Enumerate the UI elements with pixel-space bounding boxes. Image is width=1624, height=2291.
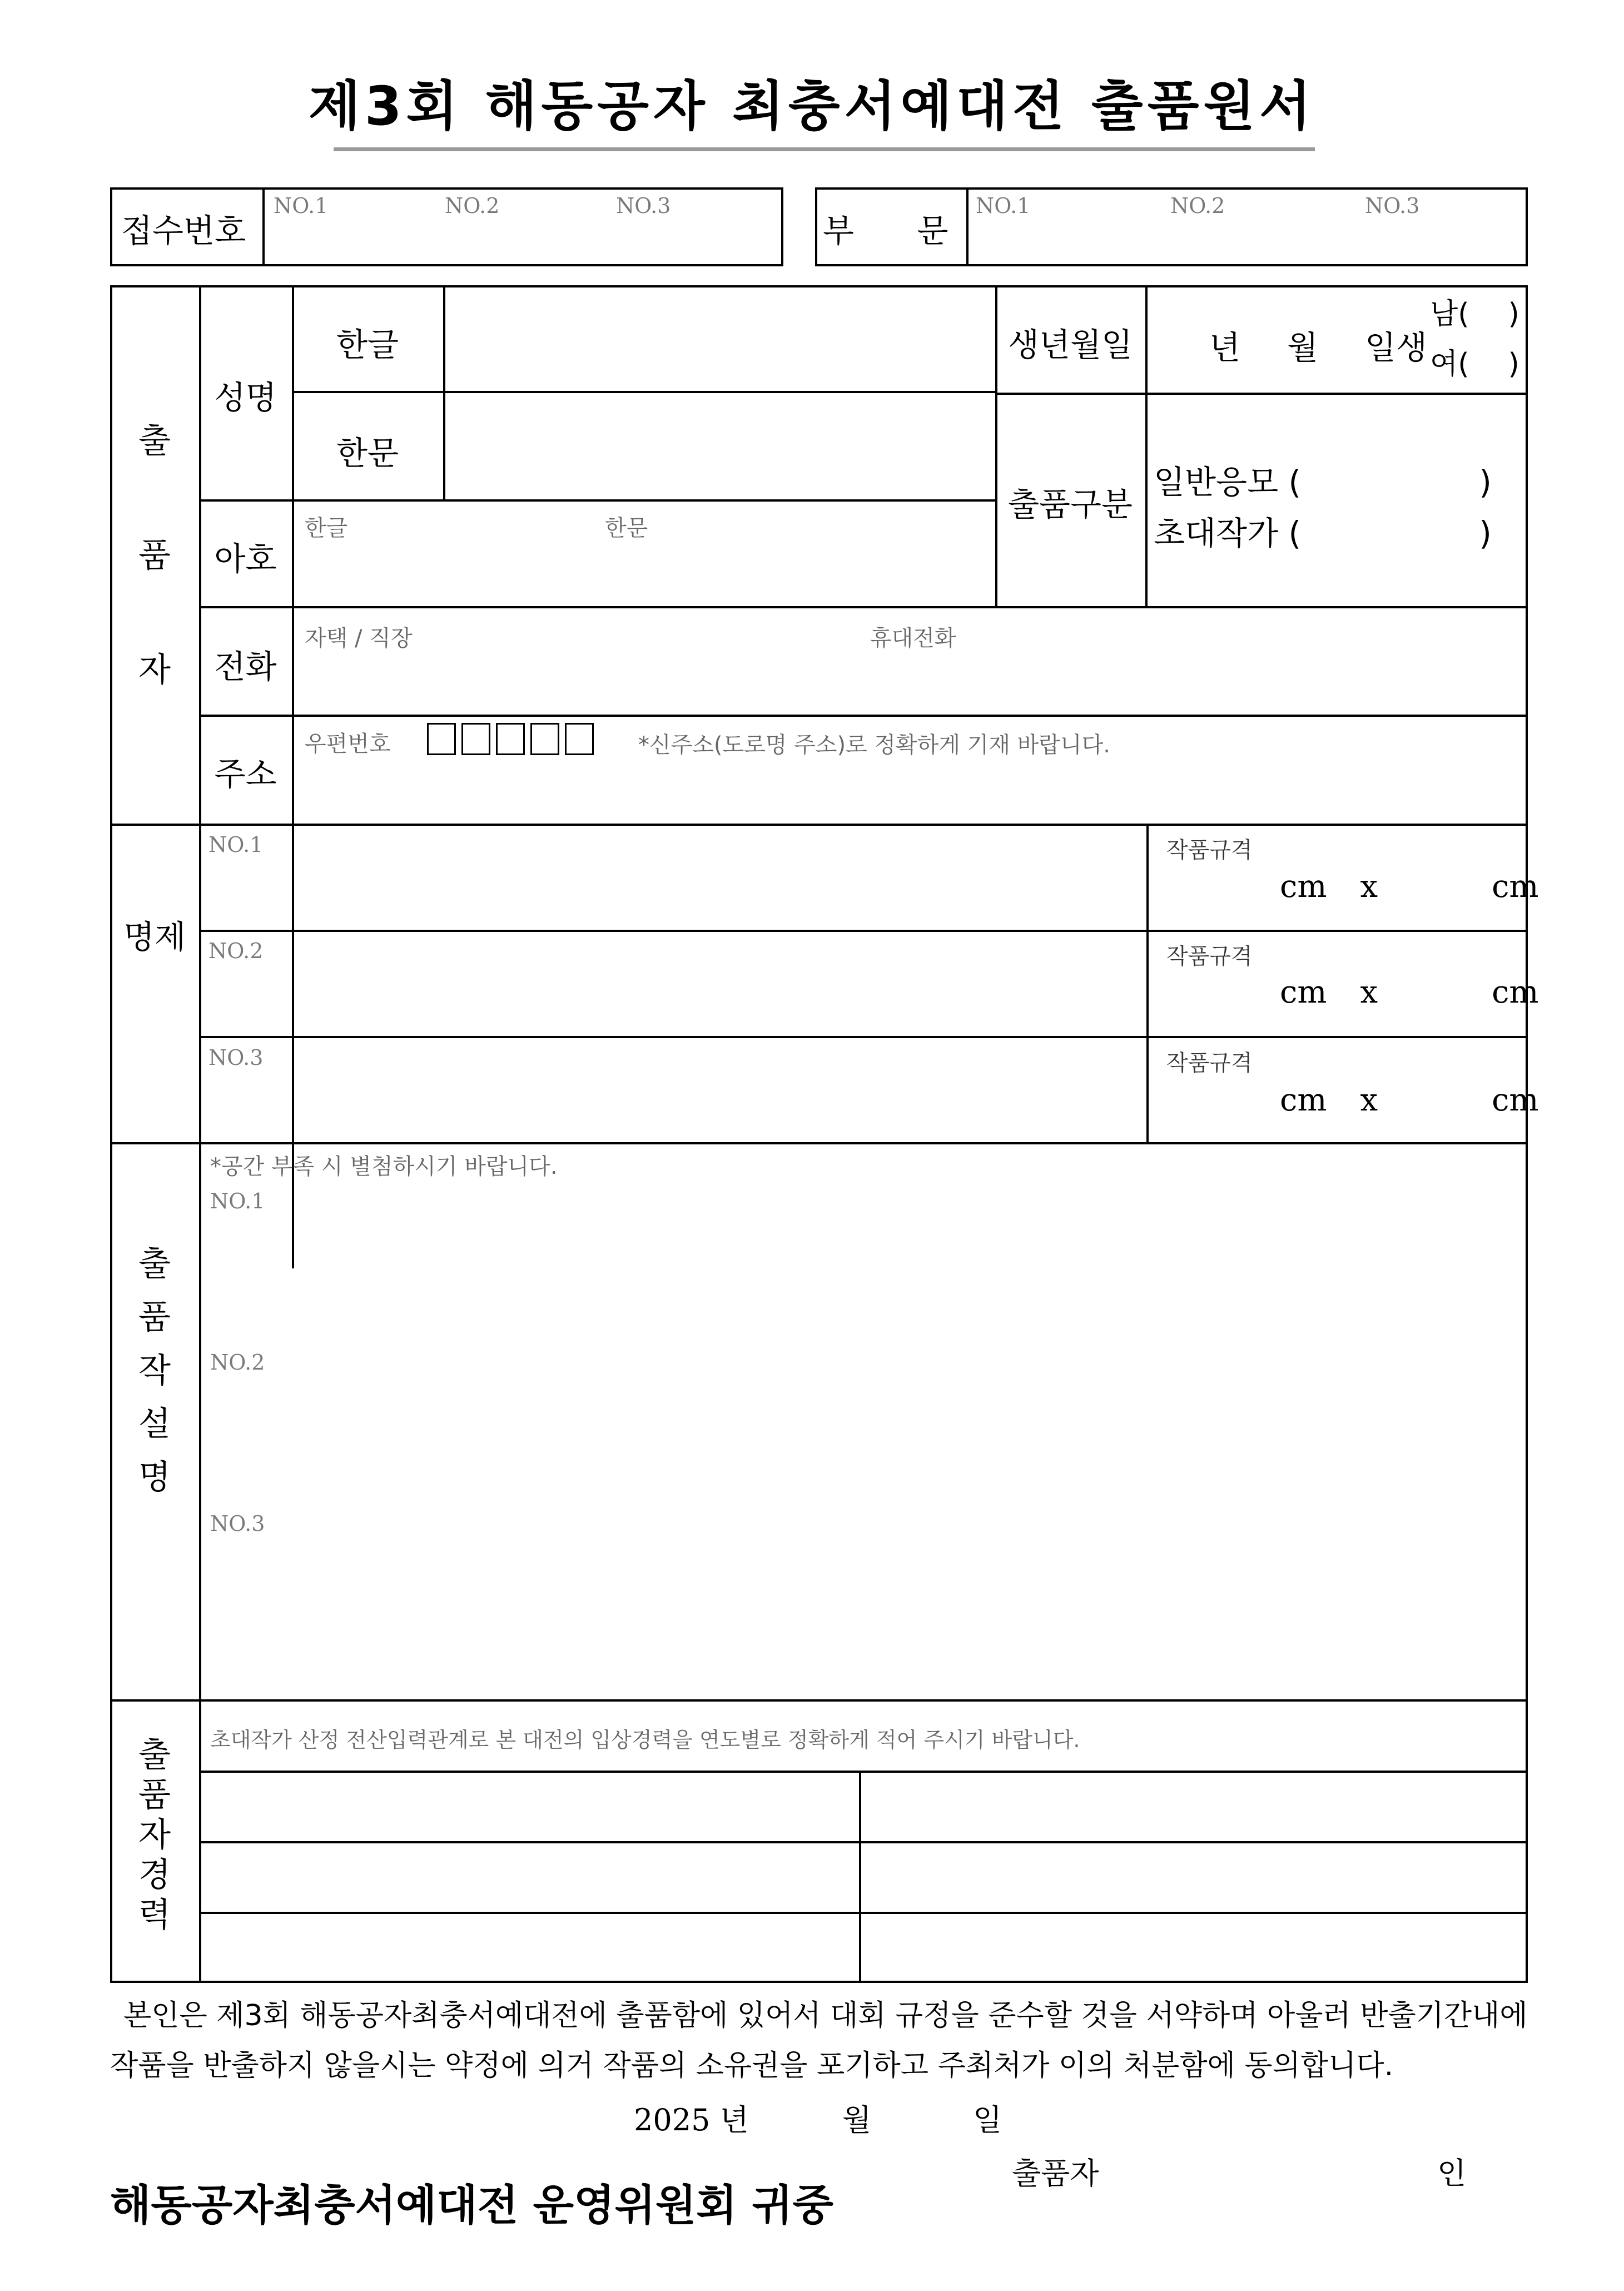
spacer [110, 468, 199, 529]
paren: ) [1508, 348, 1519, 381]
female-option[interactable] [1430, 339, 1519, 389]
description-note: *공간 부족 시 별첨하시기 바랍니다. [210, 1154, 558, 1179]
work-no-2: NO.2 [208, 939, 264, 963]
times: x [1360, 974, 1378, 1010]
career-entry-field[interactable] [201, 1773, 857, 1839]
phone-field[interactable] [294, 608, 1526, 712]
label-char: 출 [138, 421, 171, 460]
divider [110, 1699, 1528, 1702]
birth-date-label: 생년월일 [1007, 326, 1133, 364]
career-section-label [110, 1735, 199, 1935]
date-day: 일 [973, 2102, 1002, 2138]
category-general-label: 일반응모 ( [1154, 463, 1302, 501]
phone-label: 전화 [214, 648, 277, 686]
description-field[interactable] [201, 1179, 1526, 1696]
applicant-section-label [110, 414, 199, 697]
postal-code-boxes[interactable] [427, 723, 599, 756]
division-no-1: NO.1 [976, 194, 1031, 218]
divider [199, 715, 1528, 717]
work-title-field-3[interactable] [201, 1038, 1144, 1140]
divider [1146, 824, 1149, 1142]
postal-digit-box[interactable] [461, 723, 490, 755]
label-char: 명 [138, 1458, 171, 1497]
unit: cm [1280, 869, 1327, 905]
work-spec-label-1: 작품규격 [1166, 837, 1253, 863]
unit: cm [1280, 1082, 1327, 1118]
description-no-2: NO.2 [210, 1350, 265, 1375]
addressee: 해동공자최충서예대전 운영위원회 귀중 [110, 2180, 833, 2230]
work-title-field-2[interactable] [201, 932, 1144, 1034]
birth-month: 월 [1287, 329, 1319, 366]
career-entry-field[interactable] [861, 1914, 1526, 1981]
name-hanja-field[interactable] [445, 393, 993, 497]
unit: cm [1492, 974, 1539, 1010]
work-size-2 [1280, 974, 1539, 1010]
career-entry-field[interactable] [201, 1914, 857, 1981]
unit: cm [1492, 1082, 1539, 1118]
work-no-1: NO.1 [208, 832, 264, 857]
career-entry-field[interactable] [861, 1773, 1526, 1839]
career-entry-field[interactable] [861, 1843, 1526, 1910]
category-invited-label: 초대작가 ( [1154, 514, 1302, 552]
work-no-3: NO.3 [208, 1045, 264, 1070]
postal-digit-box[interactable] [565, 723, 594, 755]
receipt-no-3: NO.3 [616, 194, 671, 218]
divider [995, 393, 1528, 395]
male-option[interactable] [1430, 289, 1519, 339]
label-char: 출 [138, 1735, 171, 1774]
divider [262, 187, 265, 266]
receipt-no-2: NO.2 [445, 194, 500, 218]
name-hangul-field[interactable] [445, 287, 993, 389]
description-no-3: NO.3 [210, 1511, 265, 1536]
phone-mobile-hint: 휴대전화 [870, 626, 956, 651]
male-label: 남( [1430, 297, 1469, 331]
spacer [110, 582, 199, 643]
pledge-line-1: 본인은 제3회 해동공자최충서예대전에 출품함에 있어서 대회 규정을 준수할 것을 서약하며 아울러 반출기간내에 [123, 1999, 1528, 2032]
label-char: 자 [138, 1816, 171, 1854]
divider [1145, 285, 1148, 606]
works-section-label: 명제 [123, 918, 186, 956]
work-size-3 [1280, 1082, 1539, 1118]
paren: ) [1479, 514, 1492, 552]
address-note: *신주소(도로명 주소)로 정확하게 기재 바랍니다. [638, 732, 1110, 758]
hangul-label: 한글 [336, 326, 399, 364]
category-invited[interactable] [1154, 507, 1492, 554]
label-char: 자 [138, 651, 171, 690]
description-section-label [110, 1237, 199, 1504]
paren: ) [1508, 297, 1519, 331]
page-title: 제3회 해동공자 최충서예대전 출품원서 [309, 75, 1315, 137]
times: x [1360, 869, 1378, 905]
receipt-number-label: 접수번호 [121, 212, 246, 250]
work-size-1 [1280, 869, 1539, 905]
pen-name-label: 아호 [214, 540, 277, 578]
work-spec-label-3: 작품규격 [1166, 1050, 1253, 1076]
career-entry-field[interactable] [201, 1843, 857, 1910]
work-title-field-1[interactable] [201, 826, 1144, 928]
phone-home-hint: 자택 / 직장 [305, 626, 413, 651]
signer-label: 출품자 [1012, 2156, 1099, 2191]
female-label: 여( [1430, 348, 1469, 381]
category-label: 출품구분 [1007, 485, 1133, 523]
postal-digit-box[interactable] [427, 723, 456, 755]
divider [966, 187, 969, 266]
address-field[interactable] [294, 762, 1526, 821]
birth-day: 일생 [1365, 329, 1428, 366]
gender-options [1430, 289, 1519, 389]
category-general[interactable] [1154, 456, 1492, 503]
postal-digit-box[interactable] [530, 723, 559, 755]
divider [110, 1142, 1528, 1144]
paren: ) [1479, 463, 1492, 501]
postal-code-hint: 우편번호 [305, 731, 391, 757]
work-spec-label-2: 작품규격 [1166, 944, 1253, 969]
label-char: 설 [138, 1405, 171, 1444]
title-underline [334, 147, 1315, 151]
label-char: 품 [138, 1298, 171, 1337]
label-char: 력 [138, 1896, 171, 1935]
unit: cm [1280, 974, 1327, 1010]
label-char: 출 [138, 1244, 171, 1283]
career-note: 초대작가 산정 전산입력관계로 본 대전의 입상경력을 연도별로 정확하게 적어 주시기 바랍니다. [210, 1728, 1080, 1752]
label-char: 경 [138, 1856, 171, 1895]
seal-label: 인 [1437, 2156, 1467, 2191]
description-no-1: NO.1 [210, 1189, 265, 1213]
birth-year: 년 [1209, 329, 1241, 366]
date-year: 2025 년 [634, 2102, 749, 2138]
division-no-3: NO.3 [1365, 194, 1420, 218]
division-no-2: NO.2 [1170, 194, 1225, 218]
label-char: 품 [138, 536, 171, 575]
label-char: 품 [138, 1776, 171, 1814]
unit: cm [1492, 869, 1539, 905]
address-label: 주소 [214, 755, 277, 793]
receipt-no-1: NO.1 [274, 194, 329, 218]
postal-digit-box[interactable] [496, 723, 525, 755]
pen-hangul-hint: 한글 [305, 515, 348, 541]
label-char: 작 [138, 1351, 171, 1390]
pen-hanja-hint: 한문 [605, 515, 648, 541]
signer-name-field[interactable] [1118, 2146, 1429, 2191]
division-label: 부 문 [823, 212, 948, 250]
pen-name-field[interactable] [294, 502, 993, 604]
pledge-line-2: 작품을 반출하지 않을시는 약정에 의거 작품의 소유권을 포기하고 주최처가 이의 처분함에 동의합니다. [110, 2049, 1394, 2082]
times: x [1360, 1082, 1378, 1118]
name-label: 성명 [214, 379, 277, 416]
date-month: 월 [842, 2102, 872, 2138]
hanja-label: 한문 [336, 434, 399, 472]
